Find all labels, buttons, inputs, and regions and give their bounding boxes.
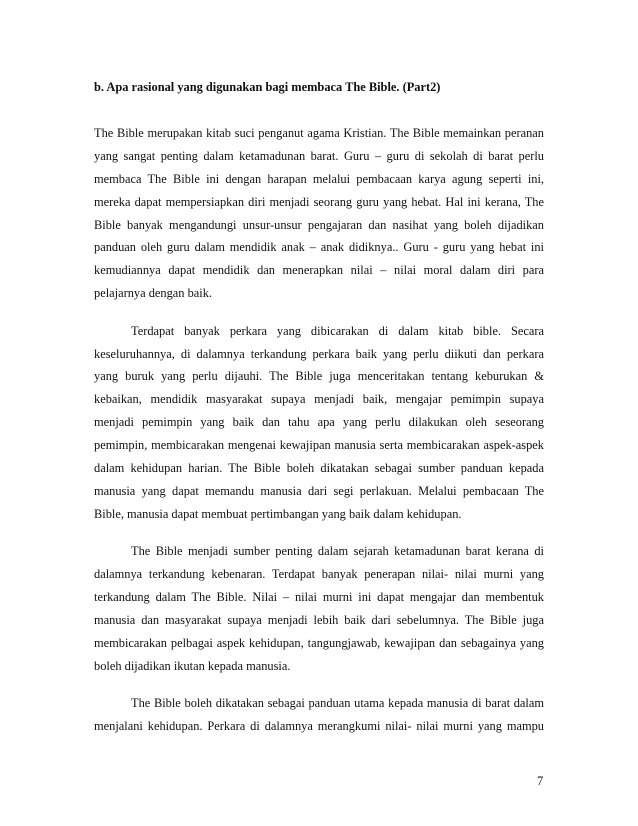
- paragraph-2-line-4: kebaikan, mendidik masyarakat supaya menjadi baik, mengajar pemimpin supaya: [94, 392, 544, 407]
- paragraph-1-line-7: kemudiannya dapat mendidik dan menerapkan nilai – nilai moral dalam diri para: [94, 263, 544, 278]
- paragraph-2-line-5: menjadi pemimpin yang baik dan tahu apa yang perlu dilakukan oleh seseorang: [94, 415, 544, 430]
- paragraph-1-line-1: The Bible merupakan kitab suci penganut agama Kristian. The Bible memainkan peranan: [94, 126, 544, 140]
- paragraph-2-line-2: keseluruhannya, di dalamnya terkandung perkara baik yang perlu diikuti dan perkara: [94, 346, 544, 361]
- paragraph-1-line-3: membaca The Bible ini dengan harapan melalui pembacaan karya agung seperti ini,: [94, 171, 544, 186]
- paragraph-3-line-3: terkandung dalam The Bible. Nilai – nilai murni ini dapat mengajar dan membentuk: [94, 589, 544, 604]
- paragraph-4-line-1: The Bible boleh dikatakan sebagai panduan utama kepada manusia di barat dalam: [131, 696, 544, 711]
- paragraph-2-line-3: yang buruk yang perlu dijauhi. The Bible juga menceritakan tentang keburukan &: [94, 369, 544, 384]
- paragraph-3-line-6: boleh dijadikan ikutan kepada manusia.: [94, 658, 291, 673]
- paragraph-2-line-1: Terdapat banyak perkara yang dibicarakan di dalam kitab bible. Secara: [131, 323, 544, 338]
- paragraph-3-line-5: membicarakan pelbagai aspek kehidupan, tangungjawab, kewajipan dan sebagainya yang: [94, 635, 544, 650]
- paragraph-1-line-4: mereka dapat mempersiapkan diri menjadi seorang guru yang hebat. Hal ini kerana, The: [94, 194, 544, 209]
- paragraph-2-line-6: pemimpin, membicarakan mengenai kewajipan manusia serta membicarakan aspek-aspek: [94, 438, 544, 452]
- paragraph-1-line-6: panduan oleh guru dalam mendidik anak – anak didiknya.. Guru - guru yang hebat ini: [94, 240, 544, 255]
- paragraph-3-line-1: The Bible menjadi sumber penting dalam sejarah ketamadunan barat kerana di: [131, 544, 544, 559]
- paragraph-4-line-2: menjalani kehidupan. Perkara di dalamnya merangkumi nilai- nilai murni yang mampu: [94, 719, 544, 733]
- paragraph-2-line-9: Bible, manusia dapat membuat pertimbangan yang baik dalam kehidupan.: [94, 506, 462, 521]
- section-heading: b. Apa rasional yang digunakan bagi membaca The Bible. (Part2): [94, 80, 441, 94]
- paragraph-2-line-7: dalam kehidupan harian. The Bible boleh dikatakan sebagai sumber panduan kepada: [94, 460, 544, 475]
- paragraph-2-line-8: manusia yang dapat memandu manusia dari segi perlakuan. Melalui pembacaan The: [94, 483, 544, 498]
- paragraph-3-line-4: manusia dan masyarakat supaya menjadi lebih baik dari sebelumnya. The Bible juga: [94, 612, 544, 627]
- paragraph-1-line-5: Bible banyak mengandungi unsur-unsur pengajaran dan nasihat yang boleh dijadikan: [94, 217, 544, 232]
- paragraph-3-line-2: dalamnya terkandung kebenaran. Terdapat banyak penerapan nilai- nilai murni yang: [94, 567, 544, 582]
- paragraph-1-line-8: pelajarnya dengan baik.: [94, 286, 213, 301]
- page-number: 7: [537, 774, 544, 788]
- paragraph-1-line-2: yang sangat penting dalam ketamadunan barat. Guru – guru di sekolah di barat perlu: [94, 148, 544, 163]
